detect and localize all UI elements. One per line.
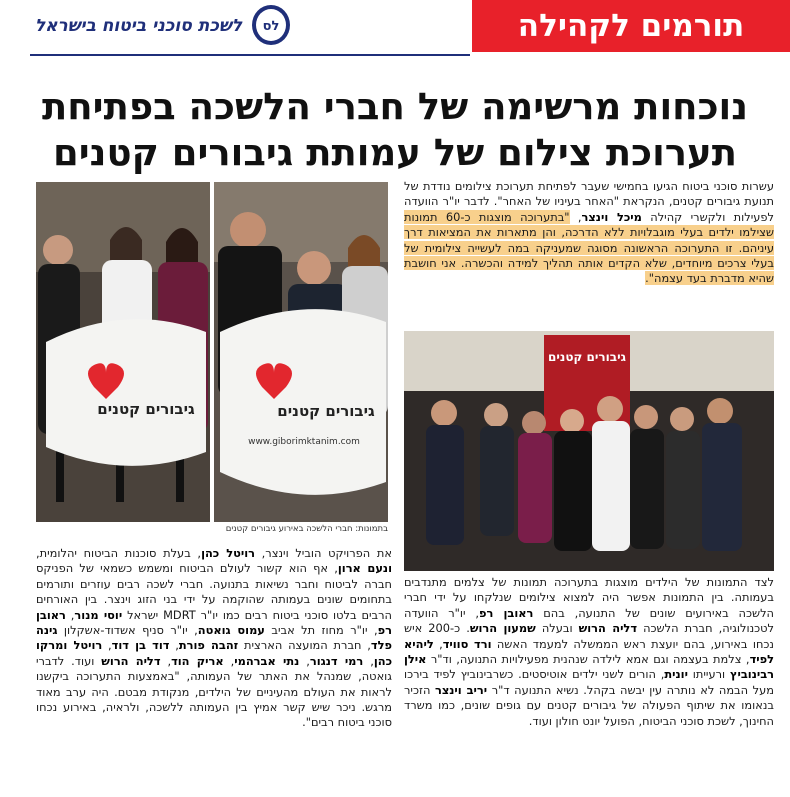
article-body-left-paragraph [36, 546, 392, 731]
person-name: רויטל ומרקו כהן [36, 638, 393, 668]
section-title-banner [472, 0, 790, 52]
person-name: ליהיא לפיד [404, 636, 774, 667]
person-name: שמעון הרוש [469, 621, 536, 636]
text-run: לדבר יו"ר הוועדה לפעילות ולקשרי קהילה [404, 194, 774, 224]
text-run: לצד התמונות של הילדים מוצגות בתערוכה תמונות של צלמים מתנדבים בעמותה. בין התמונות אפשר היה למצוא צילומים שנלקחו על ידי חברי הלשכה באירועים שונים של התנועה, בהם [404, 575, 774, 620]
text-run: , [160, 653, 172, 668]
text-run: , יו"ר סניף אשדוד-אשקלון [57, 623, 198, 638]
person-name: מיכל וינצר [581, 209, 642, 224]
logo-mark: לס [262, 19, 280, 34]
person-name: יונית [664, 667, 688, 682]
person-name: אילן רבינוביץ [404, 652, 775, 682]
text-run: , [363, 653, 374, 668]
exhibition-banner-text: גיבורים קטנים [548, 350, 626, 364]
photo-three-women-with-flag [36, 182, 210, 522]
text-run: , [299, 653, 310, 668]
person-name: גינה פלד [36, 623, 392, 653]
article-intro-column [404, 179, 774, 287]
highlighted-quote: "בתערוכה מוצגות כ-60 תמונות שצילמו ילדים בעלי מוגבלויות ללא הדרכה, והן מתארות את המציאות דרך עיניהם. זו התערוכה הראשונה מסוגה שמעניקה במה לעשייה צילומית של בעלי צרכים מיוחדים, שלא הקדים אותה תהליך למידה והכשרה. אני חושבת שהיא מדברת בעד עצמה". [404, 209, 774, 286]
headline-line-2: תערוכת צילום של עמותת גיבורים קטנים [53, 131, 737, 174]
person-name: דליה הרוש [101, 653, 161, 668]
person-name: ורד סוויד [442, 636, 492, 651]
article-headline [20, 84, 770, 176]
person-name: דוד בן דוד [111, 638, 170, 653]
section-title: תורמים לקהילה [517, 8, 745, 44]
text-run: , צלמת בעצמה וגם אמא לילדה שנהנית מפעילויות התנועה, וד"ר [426, 652, 750, 667]
text-run: , [169, 638, 179, 653]
text-run: , [102, 638, 112, 653]
text-run: , [569, 209, 582, 224]
text-run: ובעלה [535, 621, 579, 636]
photo-two-men-with-flag [214, 182, 388, 522]
person-name: יריב וינצר [434, 682, 488, 697]
photo-illustration [36, 182, 210, 522]
text-run: , הורים לשני ילדים אוטיסטים. כשרבינוביץ לפיד בירכו מעל הבמה לא נותרה עין יבשה בקהל. נשיא התנועה ד"ר [404, 667, 774, 697]
article-body-right-paragraph [404, 575, 774, 729]
text-run: ועוד. לדברי גואטה, שמנהל את האתר של העמותה, "באמצעות התערוכה ביקשנו לראות את העולם מהעיניים של הילדים, מנקודת מבטם. היה ערב מאוד מרגש. ניכר שיש קשר אמיץ בין העמותה ללשכה, ולראיה, באירוע נכחו סוכני ביטוח רבים". [36, 653, 392, 730]
association-logo [34, 2, 294, 50]
person-name: ראובן רפ [479, 605, 534, 620]
person-name: יוסי מנור [74, 607, 123, 622]
logo-text: לשכת סוכני ביטוח בישראל [34, 16, 242, 36]
flag-logo-text: גיבורים קטנים [277, 402, 375, 420]
page-header [0, 0, 790, 62]
flag-logo-text: גיבורים קטנים [97, 400, 195, 418]
person-name: דליה הרוש [578, 621, 638, 636]
text-run: , [223, 653, 235, 668]
person-name: רמי דנגור [309, 653, 364, 668]
person-name: אריק הוד [171, 653, 224, 668]
text-run: עשרות סוכני ביטוח הגיעו בחמישי שעבר לפתיחת תערוכת צילומים נודדת של תנועת גיבורים קטנים, הנקראת [404, 179, 774, 209]
text-run: , [433, 636, 443, 651]
article-body-right-column [404, 575, 774, 729]
association-emblem-icon [248, 3, 294, 49]
text-run: , אף הוא קשור לעולם הביטוח ומשמש כשמאי של הפניקס חברה לביטוח וחבר נשיאות בתנועה. חברי לשכה רבים עוזרים ותורמים בתחומים שונים בעמותה שהוקמה על ידי בני הזוג וינצר. בין האורחים הרבים בלטו סוכני ביטוח רבים כמו יו"ר MDRT ישראל [36, 561, 393, 622]
photo-caption: בתמונות: חברי הלשכה באירוע גיבורים קטנים [225, 524, 388, 534]
text-run: , חברת המועצה הארצית [238, 638, 371, 653]
person-name: רויטל כהן [201, 546, 255, 560]
article-intro-paragraph [404, 179, 774, 287]
photo-group-at-exhibition [404, 331, 774, 571]
text-run: "האחר בעיניו של האחר". [493, 194, 620, 209]
text-run: , בעלת סוכנות הביטוח יהלומית, [36, 546, 202, 560]
person-name: ונעם ארון [337, 561, 392, 576]
text-run: את הפרויקט הוביל וינצר, [255, 546, 392, 560]
text-run: . כ-200 איש נכחו באירוע, בהם יועצת ראש הממשלה למעמד האשה [404, 621, 774, 651]
article-body-left-column [36, 546, 392, 731]
header-divider [30, 54, 470, 56]
photo-illustration [404, 331, 774, 571]
text-run: , [65, 607, 75, 622]
headline-line-1: נוכחות מרשימה של חברי הלשכה בפתיחת [41, 85, 749, 128]
photo-illustration [214, 182, 388, 522]
flag-url-text: www.giborimktanim.com [248, 437, 360, 447]
text-run: , יו"ר הוועדה לטכנולוגיה, חברת הלשכה [404, 605, 775, 636]
text-run: , יו"ר מחוז תל אביב [264, 623, 378, 638]
person-name: זהבה פורת [178, 638, 239, 653]
person-name: נתי אברהמי [234, 653, 300, 668]
text-run: ורעייתו [687, 667, 730, 682]
person-name: עמוס גואטה [197, 623, 265, 638]
text-run: הזכיר בנאומו את שיתוף הפעולה של גיבורים קטנים עם גופים שונים, כמו משרד החינוך, לשכת סוכני הביטוח, הפועל יונט חולון ועוד. [404, 682, 774, 728]
person-name: ראובן רפ [36, 607, 392, 638]
